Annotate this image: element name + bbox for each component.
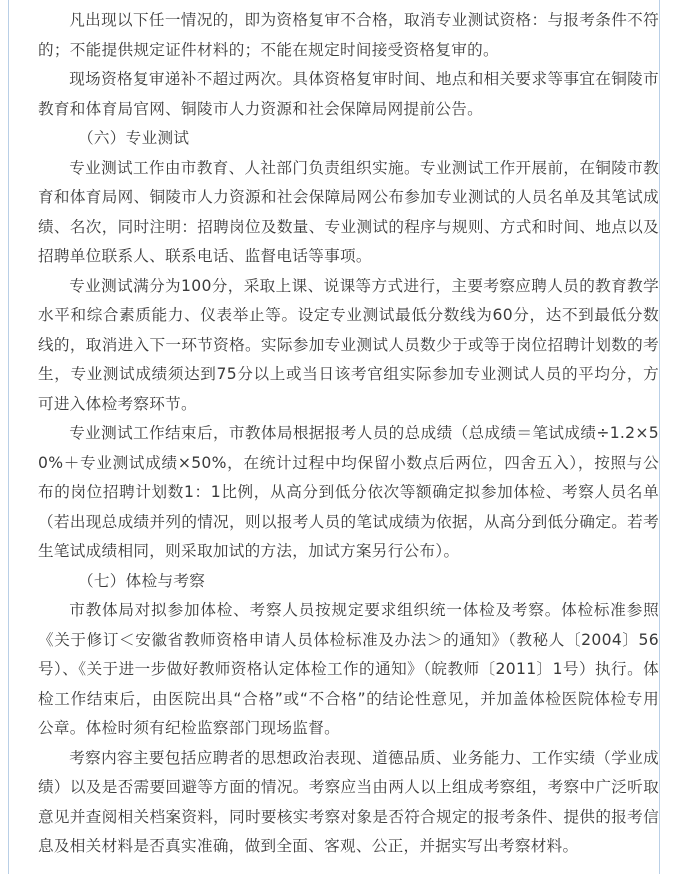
- section-heading-physical-exam: （七）体检与考察: [78, 571, 206, 590]
- section-heading-professional-test: （六）专业测试: [78, 129, 190, 147]
- page-frame: [8, 0, 660, 874]
- paragraph-test-scoring: 专业测试满分为100分，采取上课、说课等方式进行，主要考察应聘人员的教育教学水平和综合素质能力、仪表举止等。设定专业测试最低分数线为60分，达不到最低分数线的，取消进入下一环节资格。实际参加专业测试人员数少于或等于岗位招聘计划数的考生，专业测试成绩须达到75分以上或当日该考官组实际参加专业测试人员的平均分，方可进入体检考察环节。: [38, 276, 659, 413]
- article-body: [38, 6, 659, 862]
- paragraph-physical-exam: 市教体局对拟参加体检、考察人员按规定要求组织统一体检及考察。体检标准参照《关于修订＜安徽省教师资格申请人员体检标准及办法＞的通知》（教秘人〔2004〕56号）、《关于进一步做好教师资格认定体检工作的通知》（皖教师〔2011〕1号）执行。体检工作结束后，由医院出具“合格”或“不合格”的结论性意见，并加盖体检医院体检专用公章。体检时须有纪检监察部门现场监督。: [38, 601, 659, 737]
- paragraph-disqualification: 凡出现以下任一情况的，即为资格复审不合格，取消专业测试资格：与报考条件不符的；不能提供规定证件材料的；不能在规定时间接受资格复审的。: [38, 11, 659, 59]
- paragraph-inspection: 考察内容主要包括应聘者的思想政治表现、道德品质、业务能力、工作实绩（学业成绩）以及是否需要回避等方面的情况。考察应当由两人以上组成考察组，考察中广泛听取意见并查阅相关档案资料，同时要核实考察对象是否符合规定的报考条件、提供的报考信息及相关材料是否真实准确，做到全面、客观、公正，并据实写出考察材料。: [38, 748, 659, 855]
- paragraph-review-rules: 现场资格复审递补不超过两次。具体资格复审时间、地点和相关要求等事宜在铜陵市教育和体育局官网、铜陵市人力资源和社会保障局网提前公告。: [38, 70, 659, 118]
- paragraph-total-score: 专业测试工作结束后，市教体局根据报考人员的总成绩（总成绩＝笔试成绩÷1.2×50%＋专业测试成绩×50%，在统计过程中均保留小数点后两位，四舍五入），按照与公布的岗位招聘计划数1：1比例，从高分到低分依次等额确定拟参加体检、考察人员名单（若出现总成绩并列的情况，则以报考人员的笔试成绩为依据，从高分到低分确定。若考生笔试成绩相同，则采取加试的方法，加试方案另行公布）。: [38, 424, 659, 560]
- paragraph-test-organization: 专业测试工作由市教育、人社部门负责组织实施。专业测试工作开展前，在铜陵市教育和体育局网、铜陵市人力资源和社会保障局网公布参加专业测试的人员名单及其笔试成绩、名次，同时注明：招聘岗位及数量、专业测试的程序与规则、方式和时间、地点以及招聘单位联系人、联系电话、监督电话等事项。: [38, 158, 659, 265]
